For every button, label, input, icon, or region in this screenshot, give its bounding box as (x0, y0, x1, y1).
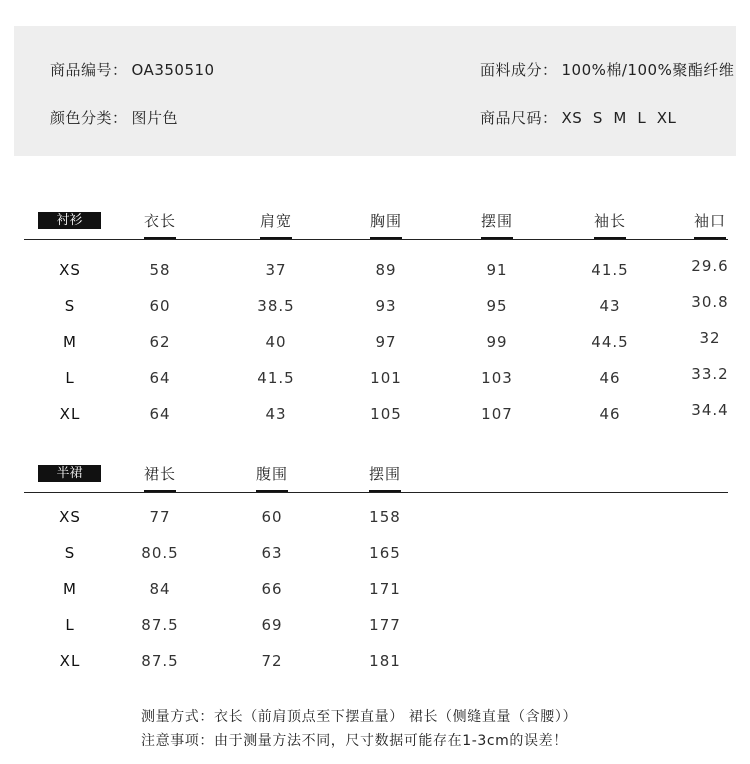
table-cell: 84 (149, 580, 171, 598)
table-cell: 63 (261, 544, 283, 562)
table-cell: 69 (261, 616, 283, 634)
table-cell: 89 (375, 261, 397, 279)
product-number-value: OA350510 (131, 61, 215, 79)
table-cell: 165 (369, 544, 401, 562)
table-cell: 33.2 (691, 365, 729, 383)
column-header: 摆围 (480, 212, 514, 230)
product-number (50, 59, 215, 80)
table-cell: 95 (486, 297, 508, 315)
size-label: L (65, 369, 75, 387)
table-cell: 44.5 (591, 333, 629, 351)
table-cell: 105 (370, 405, 402, 423)
table-cell: 158 (369, 508, 401, 526)
size-label: XS (59, 261, 81, 279)
table-cell: 34.4 (691, 401, 729, 419)
table-cell: 93 (375, 297, 397, 315)
table-cell: 46 (599, 369, 621, 387)
table-cell: 87.5 (141, 652, 179, 670)
table-cell: 64 (149, 369, 171, 387)
table-cell: 43 (265, 405, 287, 423)
skirt_table-tag: 半裙 (38, 465, 101, 482)
size-label: M (63, 333, 77, 351)
product-sizes (480, 107, 676, 128)
product-info-panel (14, 26, 736, 156)
table-cell: 77 (149, 508, 171, 526)
table-cell: 177 (369, 616, 401, 634)
table-rule (24, 239, 728, 240)
product-number-label: 商品编号： (50, 61, 128, 79)
table-cell: 80.5 (141, 544, 179, 562)
table-cell: 32 (699, 329, 721, 347)
table-cell: 91 (486, 261, 508, 279)
table-cell: 60 (261, 508, 283, 526)
table-cell: 60 (149, 297, 171, 315)
table-cell: 107 (481, 405, 513, 423)
shirt_table-tag: 衬衫 (38, 212, 101, 229)
table-cell: 103 (481, 369, 513, 387)
column-header: 裙长 (143, 465, 177, 483)
table-cell: 41.5 (591, 261, 629, 279)
fabric-composition-label: 面料成分： (480, 61, 558, 79)
fabric-composition-value: 100%棉/100%聚酯纤维 (561, 61, 735, 79)
column-header: 胸围 (369, 212, 403, 230)
column-header: 袖口 (693, 212, 727, 230)
table-cell: 43 (599, 297, 621, 315)
column-header: 摆围 (368, 465, 402, 483)
color-category (50, 107, 178, 128)
column-header: 肩宽 (259, 212, 293, 230)
measurement-method-note: 测量方式：衣长（前肩顶点至下摆直量） 裙长（侧缝直量（含腰）） (141, 709, 578, 725)
column-header: 腹围 (255, 465, 289, 483)
column-header: 袖长 (593, 212, 627, 230)
size-label: S (64, 297, 76, 315)
table-cell: 87.5 (141, 616, 179, 634)
table-cell: 171 (369, 580, 401, 598)
table-cell: 58 (149, 261, 171, 279)
table-cell: 97 (375, 333, 397, 351)
size-label: M (63, 580, 77, 598)
size-label: XS (59, 508, 81, 526)
table-rule (24, 492, 728, 493)
table-cell: 66 (261, 580, 283, 598)
product-sizes-label: 商品尺码： (480, 109, 558, 127)
attention-note: 注意事项：由于测量方法不同，尺寸数据可能存在1-3cm的误差！ (141, 733, 568, 749)
table-cell: 62 (149, 333, 171, 351)
table-cell: 72 (261, 652, 283, 670)
table-cell: 41.5 (257, 369, 295, 387)
table-cell: 30.8 (691, 293, 729, 311)
table-cell: 181 (369, 652, 401, 670)
table-cell: 37 (265, 261, 287, 279)
color-category-value: 图片色 (131, 109, 179, 127)
column-header: 衣长 (143, 212, 177, 230)
size-label: L (65, 616, 75, 634)
size-label: XL (59, 405, 81, 423)
table-cell: 38.5 (257, 297, 295, 315)
table-cell: 40 (265, 333, 287, 351)
table-cell: 101 (370, 369, 402, 387)
table-cell: 29.6 (691, 257, 729, 275)
table-cell: 99 (486, 333, 508, 351)
table-cell: 46 (599, 405, 621, 423)
table-cell: 64 (149, 405, 171, 423)
product-sizes-value: XS S M L XL (561, 109, 677, 127)
color-category-label: 颜色分类： (50, 109, 128, 127)
size-label: XL (59, 652, 81, 670)
size-label: S (64, 544, 76, 562)
fabric-composition (480, 59, 734, 80)
